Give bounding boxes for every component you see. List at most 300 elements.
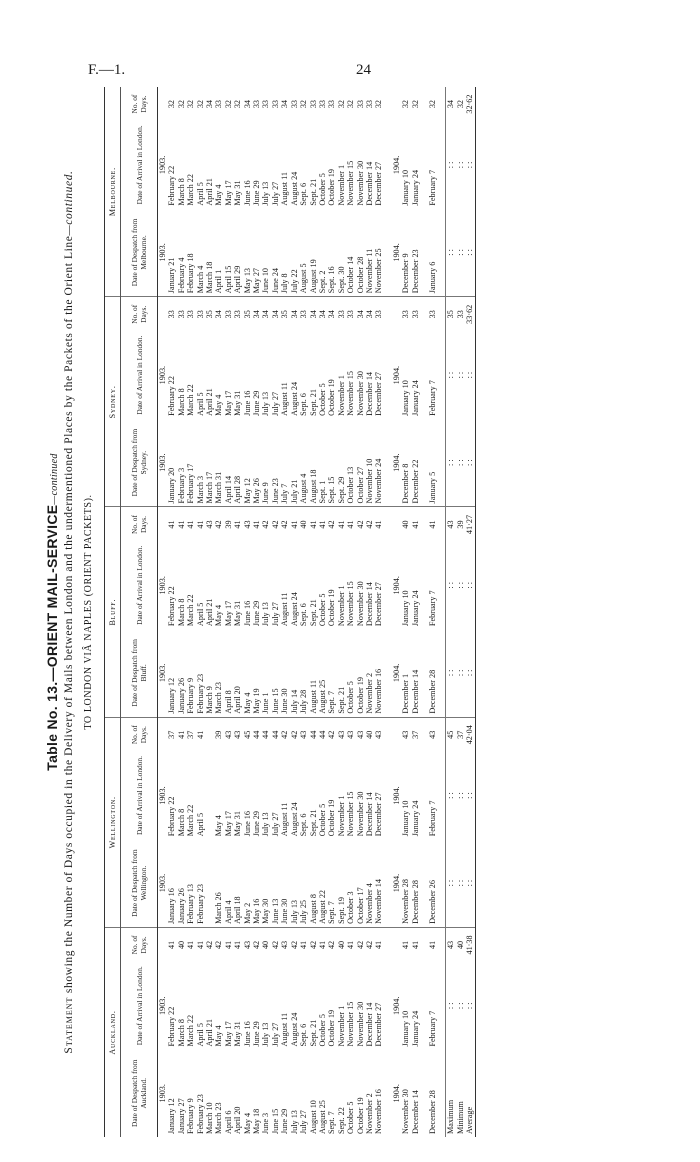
- days-cell: 41: [195, 940, 205, 950]
- table-row: [196, 87, 205, 1137]
- table-row: [167, 87, 176, 1137]
- days-cell: 34: [355, 310, 365, 319]
- date-cell: February 23: [196, 839, 205, 927]
- days-cell: 40: [364, 730, 374, 739]
- year-label: 1904.: [392, 209, 401, 297]
- year-row: [392, 87, 401, 1137]
- summary-value: 41·38: [465, 927, 475, 962]
- days-cell: 41: [176, 730, 186, 739]
- column-header: Date of Arrival in London.: [121, 121, 158, 209]
- date-cell: August 11: [309, 629, 318, 717]
- days-cell: 40: [261, 940, 271, 950]
- date-cell: July 13: [289, 1110, 299, 1134]
- date-cell: April 21: [205, 598, 215, 627]
- date-cell: February 9: [186, 1098, 196, 1134]
- days-cell: 35: [280, 310, 290, 319]
- spacer-row: [420, 87, 428, 1137]
- date-cell: October 19: [327, 1009, 337, 1047]
- date-cell: January 26: [177, 839, 186, 927]
- summary-dots: : :: [456, 629, 465, 717]
- date-cell: November 30: [355, 1001, 365, 1047]
- days-cell: 32: [233, 99, 243, 109]
- date-cell: January 6: [428, 209, 437, 297]
- days-cell: 43: [346, 730, 356, 739]
- date-cell: August 11: [280, 592, 290, 627]
- date-cell: Sept. 15: [327, 419, 336, 507]
- date-cell: November 16: [374, 1089, 384, 1134]
- days-cell: 41: [374, 940, 384, 950]
- date-cell: December 26: [428, 839, 437, 927]
- date-cell: December 14: [364, 161, 374, 206]
- summary-value: 39: [455, 520, 465, 529]
- date-cell: December 27: [374, 582, 384, 627]
- date-cell: December 28: [427, 1090, 437, 1134]
- date-cell: May 17: [223, 600, 233, 627]
- date-cell: Sept. 21: [308, 178, 318, 206]
- date-cell: April 5: [195, 812, 205, 837]
- days-cell: 44: [270, 730, 280, 739]
- date-cell: August 5: [299, 209, 308, 297]
- date-cell: February 7: [427, 800, 437, 837]
- date-cell: October 19: [356, 629, 365, 717]
- summary-dots: : :: [465, 629, 475, 717]
- date-cell: November 15: [346, 371, 356, 416]
- days-cell: 34: [327, 310, 337, 319]
- column-header: Date of Despatch from Melbourne.: [121, 209, 158, 297]
- date-cell: November 10: [365, 419, 374, 507]
- date-cell: March 22: [186, 594, 196, 627]
- date-cell: February 7: [427, 380, 437, 416]
- year-label: 1904.: [391, 576, 401, 595]
- route-heading: TO LONDON VIÂ NAPLES (ORIENT PACKETS).: [83, 494, 94, 730]
- date-cell: January 24: [410, 800, 420, 837]
- date-cell: June 24: [271, 209, 280, 297]
- date-cell: October 5: [317, 803, 327, 837]
- days-cell: 33: [176, 310, 186, 319]
- date-cell: January 24: [410, 380, 420, 416]
- date-cell: November 15: [346, 791, 356, 837]
- days-cell: 42: [205, 940, 215, 950]
- date-cell: January 12: [167, 629, 176, 717]
- year-label: 1904.: [392, 419, 401, 507]
- page-reference: F.—1.: [88, 62, 126, 78]
- date-cell: January 27: [176, 1098, 186, 1134]
- days-cell: 32: [374, 99, 384, 109]
- date-cell: Sept. 6: [299, 1023, 309, 1047]
- days-cell: 32: [336, 99, 346, 109]
- date-cell: May 31: [233, 1021, 243, 1047]
- date-cell: June 15: [271, 629, 280, 717]
- column-header: Date of Arrival in London.: [121, 962, 158, 1050]
- date-cell: November 15: [346, 160, 356, 206]
- date-cell: June 29: [280, 1108, 290, 1134]
- days-cell: 41: [252, 520, 262, 529]
- date-cell: December 27: [374, 161, 384, 206]
- year-label: 1904.: [391, 155, 401, 175]
- table-row: [243, 87, 252, 1137]
- days-cell: 41: [346, 940, 356, 950]
- date-cell: Sept. 30: [337, 209, 346, 297]
- date-cell: December 14: [364, 1002, 374, 1047]
- date-cell: Sept. 2: [318, 209, 327, 297]
- date-cell: February 22: [167, 586, 177, 627]
- column-header: Date of Arrival in London.: [121, 542, 158, 630]
- days-cell: 42: [364, 940, 374, 950]
- days-cell: 41: [317, 940, 327, 950]
- days-cell: 41: [186, 940, 196, 950]
- days-cell: 43: [299, 730, 309, 739]
- date-cell: January 12: [167, 1098, 177, 1134]
- days-cell: 33: [214, 99, 224, 109]
- days-cell: 39: [214, 730, 224, 739]
- days-cell: 43: [336, 730, 346, 739]
- table-row: [233, 87, 242, 1137]
- days-cell: 34: [252, 310, 262, 319]
- date-cell: October 19: [327, 379, 337, 416]
- days-cell: 33: [223, 310, 233, 319]
- date-cell: October 17: [356, 839, 365, 927]
- summary-label: Average: [465, 1050, 475, 1138]
- days-cell: 32: [346, 99, 356, 109]
- date-cell: June 29: [252, 180, 262, 206]
- date-cell: October 5: [317, 593, 327, 627]
- subtitle-continued: —continued.: [63, 170, 75, 236]
- days-cell: 33: [270, 99, 280, 109]
- date-cell: November 16: [374, 629, 383, 717]
- date-cell: December 28: [428, 629, 437, 717]
- days-cell: 42: [261, 520, 271, 529]
- days-cell: 33: [317, 99, 327, 109]
- days-cell: 33: [427, 310, 437, 319]
- summary-dots: : :: [465, 419, 475, 507]
- date-cell: February 7: [427, 169, 437, 206]
- days-cell: 42: [289, 730, 299, 739]
- date-cell: June 29: [252, 811, 262, 837]
- date-cell: October 27: [356, 419, 365, 507]
- year-label: 1903.: [158, 419, 168, 507]
- date-cell: April 29: [233, 209, 242, 297]
- date-cell: April 1: [214, 209, 223, 297]
- table-row: [224, 87, 233, 1137]
- days-cell: 42: [270, 520, 280, 529]
- days-cell: 42: [280, 520, 290, 529]
- group-header: Auckland.: [105, 927, 121, 1137]
- days-cell: 41: [233, 520, 243, 529]
- days-cell: 41: [336, 520, 346, 529]
- spacer-row: [384, 87, 392, 1137]
- year-label: 1904.: [392, 629, 401, 717]
- date-cell: June 16: [242, 1021, 252, 1047]
- date-cell: January 5: [428, 419, 437, 507]
- days-cell: 32: [186, 99, 196, 109]
- column-header: No. of Days.: [121, 297, 158, 332]
- date-cell: November 28: [401, 839, 410, 927]
- days-cell: 32: [223, 99, 233, 109]
- year-label: 1904.: [391, 996, 401, 1015]
- year-label: 1904.: [392, 839, 401, 927]
- summary-label: Minimum: [455, 1101, 465, 1134]
- summary-dots: : :: [455, 792, 465, 799]
- summary-label: Maximum: [446, 1050, 456, 1138]
- date-cell: April 5: [195, 602, 205, 627]
- date-cell: June 23: [271, 419, 280, 507]
- date-cell: April 6: [223, 1110, 233, 1134]
- summary-dots: : :: [455, 1002, 465, 1010]
- group-header-row: [105, 87, 121, 1137]
- summary-dots: : :: [446, 962, 456, 1050]
- group-header: Wellington.: [105, 717, 121, 927]
- column-header: No. of Days.: [121, 717, 158, 752]
- date-cell: Sept. 21: [308, 389, 318, 416]
- table-row: [411, 87, 420, 1137]
- column-header: No. of Days.: [121, 927, 158, 962]
- table-row: [374, 87, 383, 1137]
- days-cell: 32: [195, 99, 205, 109]
- days-cell: 33: [167, 310, 177, 319]
- date-cell: April 8: [224, 629, 233, 717]
- date-cell: May 27: [252, 209, 261, 297]
- days-cell: 42: [355, 940, 365, 950]
- date-cell: November 1: [336, 1005, 346, 1047]
- days-cell: 42: [327, 520, 337, 529]
- summary-dots: : :: [455, 371, 465, 379]
- year-label: 1903.: [158, 629, 168, 717]
- date-cell: Sept. 1: [318, 419, 327, 507]
- date-cell: August 25: [317, 1100, 327, 1134]
- date-cell: April 5: [195, 392, 205, 416]
- date-cell: April 15: [224, 209, 233, 297]
- days-cell: 42: [252, 940, 262, 950]
- date-cell: February 7: [427, 590, 437, 627]
- date-cell: October 19: [327, 799, 337, 837]
- date-cell: October 14: [346, 209, 355, 297]
- summary-dots: : :: [446, 331, 456, 419]
- date-cell: July 27: [270, 602, 280, 627]
- date-cell: August 11: [280, 382, 290, 416]
- date-cell: March 26: [214, 839, 223, 927]
- summary-dots: : :: [456, 839, 465, 927]
- summary-dots: : :: [446, 752, 456, 840]
- date-cell: January 10: [401, 800, 411, 837]
- summary-value: 35: [446, 297, 456, 332]
- summary-dots: : :: [465, 752, 475, 840]
- column-header-row: [121, 87, 158, 1137]
- date-cell: July 13: [261, 812, 271, 837]
- date-cell: June 30: [280, 629, 289, 717]
- days-cell: 33: [374, 310, 384, 319]
- date-cell: February 23: [195, 1094, 205, 1134]
- date-cell: January 21: [167, 209, 176, 297]
- date-cell: February 9: [186, 629, 195, 717]
- date-cell: June 29: [252, 600, 262, 627]
- year-label: 1903.: [158, 576, 167, 595]
- date-cell: March 8: [176, 598, 186, 627]
- date-cell: August 11: [280, 1012, 290, 1047]
- summary-dots: : :: [446, 542, 456, 630]
- date-cell: November 30: [355, 791, 365, 837]
- days-cell: 35: [242, 310, 252, 319]
- date-cell: December 23: [411, 209, 420, 297]
- year-label: 1903.: [158, 365, 167, 385]
- table-row: [280, 87, 289, 1137]
- date-cell: February 23: [196, 629, 205, 717]
- column-header: Date of Despatch from Wellington.: [121, 839, 158, 927]
- date-cell: December 22: [411, 419, 420, 507]
- column-header: No. of Days.: [121, 507, 158, 542]
- date-cell: March 17: [205, 419, 214, 507]
- date-cell: October 5: [346, 1101, 356, 1134]
- date-cell: July 8: [280, 209, 289, 297]
- page-number: 24: [356, 62, 371, 78]
- date-cell: July 27: [299, 1110, 309, 1134]
- summary-value: 42·04: [465, 717, 475, 752]
- date-cell: August 24: [289, 592, 299, 627]
- date-cell: August 24: [289, 1012, 299, 1047]
- year-label: 1903.: [158, 1084, 167, 1103]
- days-cell: 32: [401, 99, 411, 109]
- date-cell: December 14: [364, 792, 374, 837]
- days-cell: 33: [336, 310, 346, 319]
- date-cell: March 8: [176, 178, 186, 206]
- date-cell: December 9: [401, 209, 410, 297]
- date-cell: May 4: [214, 815, 224, 837]
- days-cell: 34: [308, 310, 318, 319]
- days-cell: 41: [195, 730, 205, 739]
- summary-dots: : :: [456, 419, 465, 507]
- table-row: [177, 87, 186, 1137]
- date-cell: July 13: [261, 391, 271, 416]
- days-cell: 34: [205, 99, 215, 109]
- days-cell: 43: [427, 730, 437, 739]
- date-cell: December 1: [401, 629, 410, 717]
- subtitle-text: showing the Number of Days occupied in the Delivery of Mails between London and the undermentioned Places by the Packets of the Orient Line: [63, 235, 75, 994]
- table-row: [261, 87, 270, 1137]
- days-cell: 39: [223, 520, 233, 529]
- summary-value: 37: [455, 730, 465, 739]
- days-cell: 41: [427, 940, 437, 950]
- date-cell: December 28: [411, 839, 420, 927]
- date-cell: November 2: [364, 1093, 374, 1134]
- date-cell: Sept. 7: [327, 1111, 337, 1134]
- date-cell: Sept. 6: [299, 813, 309, 837]
- date-cell: May 31: [233, 390, 243, 416]
- date-cell: May 18: [252, 1108, 262, 1134]
- date-cell: July 13: [290, 839, 299, 927]
- date-cell: August 24: [289, 171, 299, 206]
- days-cell: 44: [261, 730, 271, 739]
- days-cell: 42: [214, 940, 224, 950]
- date-cell: October 5: [317, 1013, 327, 1047]
- date-cell: April 18: [233, 839, 242, 927]
- date-cell: March 23: [214, 629, 223, 717]
- summary-value: 32·62: [465, 87, 475, 121]
- date-cell: July 27: [270, 181, 280, 206]
- date-cell: May 2: [243, 839, 252, 927]
- date-cell: August 24: [289, 381, 299, 416]
- date-cell: August 4: [299, 419, 308, 507]
- date-cell: January 10: [401, 590, 411, 627]
- date-cell: March 10: [205, 1102, 215, 1134]
- days-cell: 33: [327, 99, 337, 109]
- days-cell: 34: [289, 310, 299, 319]
- date-cell: October 19: [327, 169, 337, 206]
- days-cell: 37: [167, 730, 177, 739]
- date-cell: July 28: [299, 629, 308, 717]
- days-cell: 45: [242, 730, 252, 739]
- days-cell: 42: [280, 730, 290, 739]
- date-cell: Sept. 16: [327, 209, 336, 297]
- summary-dots: : :: [455, 582, 465, 589]
- table-row: [299, 87, 308, 1137]
- date-cell: June 16: [242, 390, 252, 416]
- date-cell: July 21: [290, 419, 299, 507]
- days-cell: 33: [195, 310, 205, 319]
- days-cell: 43: [233, 730, 243, 739]
- date-cell: January 16: [167, 839, 176, 927]
- date-cell: August 10: [308, 1100, 318, 1134]
- date-cell: May 17: [223, 180, 233, 206]
- date-cell: January 10: [401, 1010, 411, 1047]
- date-cell: March 31: [214, 419, 223, 507]
- year-label: 1903.: [158, 155, 167, 175]
- days-cell: 41: [346, 520, 356, 529]
- date-cell: March 22: [186, 804, 196, 837]
- date-cell: April 20: [233, 1106, 243, 1134]
- date-cell: January 26: [177, 629, 186, 717]
- summary-dots: : :: [465, 121, 475, 209]
- days-cell: 34: [317, 310, 327, 319]
- date-cell: [205, 752, 214, 840]
- year-label: 1903.: [158, 839, 168, 927]
- date-cell: April 20: [233, 629, 242, 717]
- date-cell: April 21: [205, 178, 215, 206]
- date-cell: February 18: [186, 209, 195, 297]
- date-cell: November 30: [355, 160, 365, 206]
- date-cell: February 4: [177, 209, 186, 297]
- date-cell: November 15: [346, 1001, 356, 1047]
- date-cell: January 24: [410, 169, 420, 206]
- date-cell: May 13: [243, 209, 252, 297]
- date-cell: March 22: [186, 384, 196, 416]
- column-header: Date of Arrival in London.: [121, 331, 158, 419]
- days-cell: 35: [205, 310, 215, 319]
- date-cell: February 7: [427, 1010, 437, 1047]
- days-cell: 34: [214, 310, 224, 319]
- days-cell: 32: [176, 99, 186, 109]
- date-cell: March 3: [196, 419, 205, 507]
- date-cell: May 26: [252, 419, 261, 507]
- date-cell: July 13: [261, 1022, 271, 1047]
- date-cell: May 4: [214, 1025, 224, 1047]
- date-cell: April 5: [195, 1023, 205, 1047]
- date-cell: May 31: [233, 811, 243, 837]
- days-cell: 41: [233, 940, 243, 950]
- days-cell: 34: [270, 310, 280, 319]
- date-cell: May 12: [243, 419, 252, 507]
- days-cell: 41: [308, 520, 318, 529]
- date-cell: February 22: [167, 165, 177, 206]
- date-cell: June 13: [271, 839, 280, 927]
- group-header: Bluff.: [105, 507, 121, 717]
- days-cell: 33: [186, 310, 196, 319]
- days-cell: 40: [401, 520, 411, 529]
- table-row: [337, 87, 346, 1137]
- date-cell: November 1: [336, 795, 346, 837]
- date-cell: February 13: [186, 839, 195, 927]
- summary-dots: : :: [465, 542, 475, 630]
- date-cell: February 22: [167, 1006, 177, 1047]
- date-cell: June 1: [261, 629, 270, 717]
